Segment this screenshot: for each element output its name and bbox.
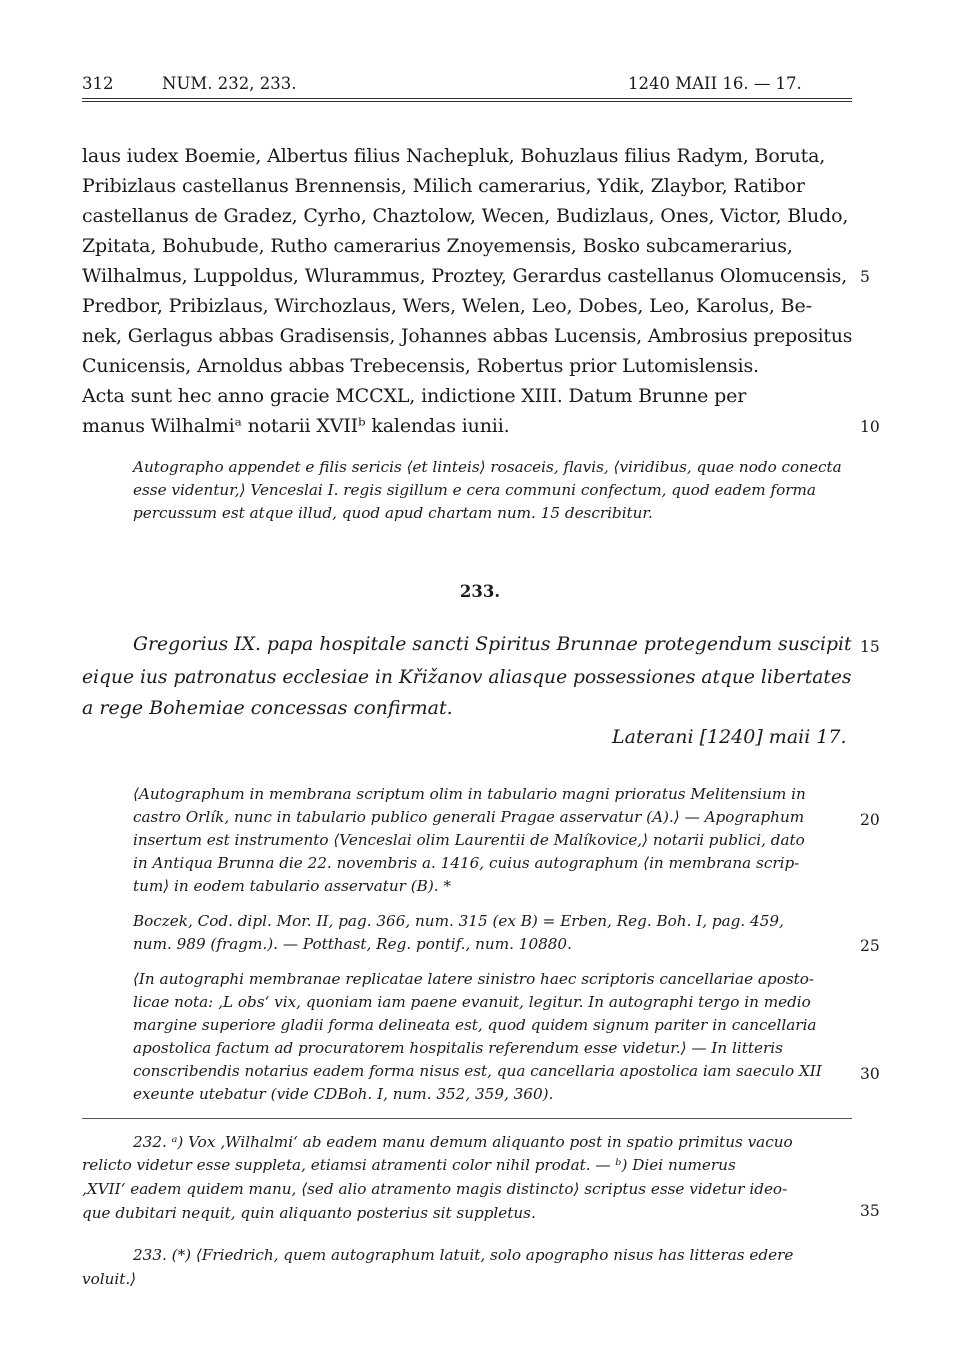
edition-line: num. 989 (fragm.). — Potthast, Reg. pontif., num. 10880.	[133, 935, 572, 953]
document-numbers: NUM. 232, 233.	[162, 74, 297, 93]
line-number: 5	[860, 268, 870, 286]
note-line: esse videntur,⟩ Venceslai I. regis sigillum e cera communi confectum, quod eadem forma	[133, 481, 816, 499]
regest-line: eique ius patronatus ecclesiae in Křižanov aliasque possessiones atque libertates	[82, 666, 852, 688]
footnote-line: que dubitari nequit, quin aliquanto posterius sit suppletus.	[82, 1204, 536, 1222]
text-line: Cunicensis, Arnoldus abbas Trebecensis, Robertus prior Lutomislensis.	[82, 355, 759, 377]
source-line: tum⟩ in eodem tabulario asservatur (B). *	[133, 877, 451, 895]
text-line: Zpitata, Bohubude, Rutho camerarius Znoyemensis, Bosko subcamerarius,	[82, 235, 793, 257]
text-line: Acta sunt hec anno gracie MCCXL, indictione XIII. Datum Brunne per	[82, 385, 747, 407]
line-number: 20	[860, 811, 880, 829]
line-number: 25	[860, 937, 880, 955]
text-line: manus Wilhalmiᵃ notarii XVIIᵇ kalendas iunii.	[82, 415, 510, 437]
text-line: laus iudex Boemie, Albertus filius Nachepluk, Bohuzlaus filius Radym, Boruta,	[82, 145, 826, 167]
text-line: Wilhalmus, Luppoldus, Wlurammus, Proztey, Gerardus castellanus Olomucensis,	[82, 265, 848, 287]
document-number: 233.	[459, 582, 501, 601]
text-line: Pribizlaus castellanus Brennensis, Milich camerarius, Ydik, Zlaybor, Ratibor	[82, 175, 805, 197]
source-line: castro Orlík, nunc in tabulario publico generali Pragae asservatur (A).⟩ — Apographum	[133, 808, 805, 826]
footnote-rule	[82, 1118, 852, 1119]
footnote-line: 233. (*) ⟨Friedrich, quem autographum latuit, solo apographo nisus has litteras edere	[133, 1246, 794, 1264]
line-number: 30	[860, 1065, 880, 1083]
text-line: castellanus de Gradez, Cyrho, Chaztolow, Wecen, Budizlaus, Ones, Victor, Bludo,	[82, 205, 849, 227]
remark-line: conscribendis notarius eadem forma nisus est, qua cancellaria apostolica iam saeculo XII	[133, 1062, 822, 1080]
remark-line: exeunte utebatur (vide CDBoh. I, num. 352, 359, 360).	[133, 1085, 554, 1103]
footnote-line: voluit.⟩	[82, 1270, 137, 1288]
regest-line: Gregorius IX. papa hospitale sancti Spiritus Brunnae protegendum suscipit	[133, 633, 852, 655]
note-line: percussum est atque illud, quod apud chartam num. 15 describitur.	[133, 504, 653, 522]
remark-line: licae nota: ‚L obs‘ vix, quoniam iam paene evanuit, legitur. In autographi tergo in medio	[133, 993, 811, 1011]
line-number: 15	[860, 638, 880, 656]
edition-line: Boczek, Cod. dipl. Mor. II, pag. 366, num. 315 (ex B) = Erben, Reg. Boh. I, pag. 459,	[133, 912, 784, 930]
text-line: nek, Gerlagus abbas Gradisensis, Johannes abbas Lucensis, Ambrosius prepositus	[82, 325, 853, 347]
header-rule	[82, 98, 852, 99]
note-line: Autographo appendet e filis sericis ⟨et linteis⟩ rosaceis, flavis, ⟨viridibus, quae nodo conecta	[133, 458, 842, 476]
footnote-line: 232. ᵃ) Vox ‚Wilhalmi‘ ab eadem manu demum aliquanto post in spatio primitus vacuo	[133, 1133, 793, 1151]
remark-line: ⟨In autographi membranae replicatae latere sinistro haec scriptoris cancellariae aposto-	[133, 970, 815, 988]
page-number: 312	[82, 74, 114, 93]
source-line: insertum est instrumento ⟨Venceslai olim Laurentii de Malíkovice,⟩ notarii publici, dato	[133, 831, 805, 849]
source-line: in Antiqua Brunna die 22. novembris a. 1416, cuius autographum ⟨in membrana scrip-	[133, 854, 800, 872]
regest-line: a rege Bohemiae concessas confirmat.	[82, 697, 453, 719]
remark-line: margine superiore gladii forma delineata est, quod quidem signum pariter in cancellaria	[133, 1016, 817, 1034]
footnote-line: relicto videtur esse suppleta, etiamsi atramenti color nihil prodat. — ᵇ) Diei numerus	[82, 1156, 736, 1174]
footnote-line: ‚XVII‘ eadem quidem manu, ⟨sed alio atramento magis distincto⟩ scriptus esse videtur ideo-	[82, 1180, 788, 1198]
place-date: Laterani [1240] maii 17.	[612, 726, 847, 748]
line-number: 10	[860, 418, 880, 436]
header-rule-double	[82, 101, 852, 102]
remark-line: apostolica factum ad procuratorem hospitalis referendum esse videtur.⟩ — In litteris	[133, 1039, 783, 1057]
running-header	[82, 74, 852, 96]
text-line: Predbor, Pribizlaus, Wirchozlaus, Wers, Welen, Leo, Dobes, Leo, Karolus, Be-	[82, 295, 812, 317]
line-number: 35	[860, 1202, 880, 1220]
header-date: 1240 MAII 16. — 17.	[628, 74, 802, 93]
source-line: ⟨Autographum in membrana scriptum olim in tabulario magni prioratus Melitensium in	[133, 785, 806, 803]
